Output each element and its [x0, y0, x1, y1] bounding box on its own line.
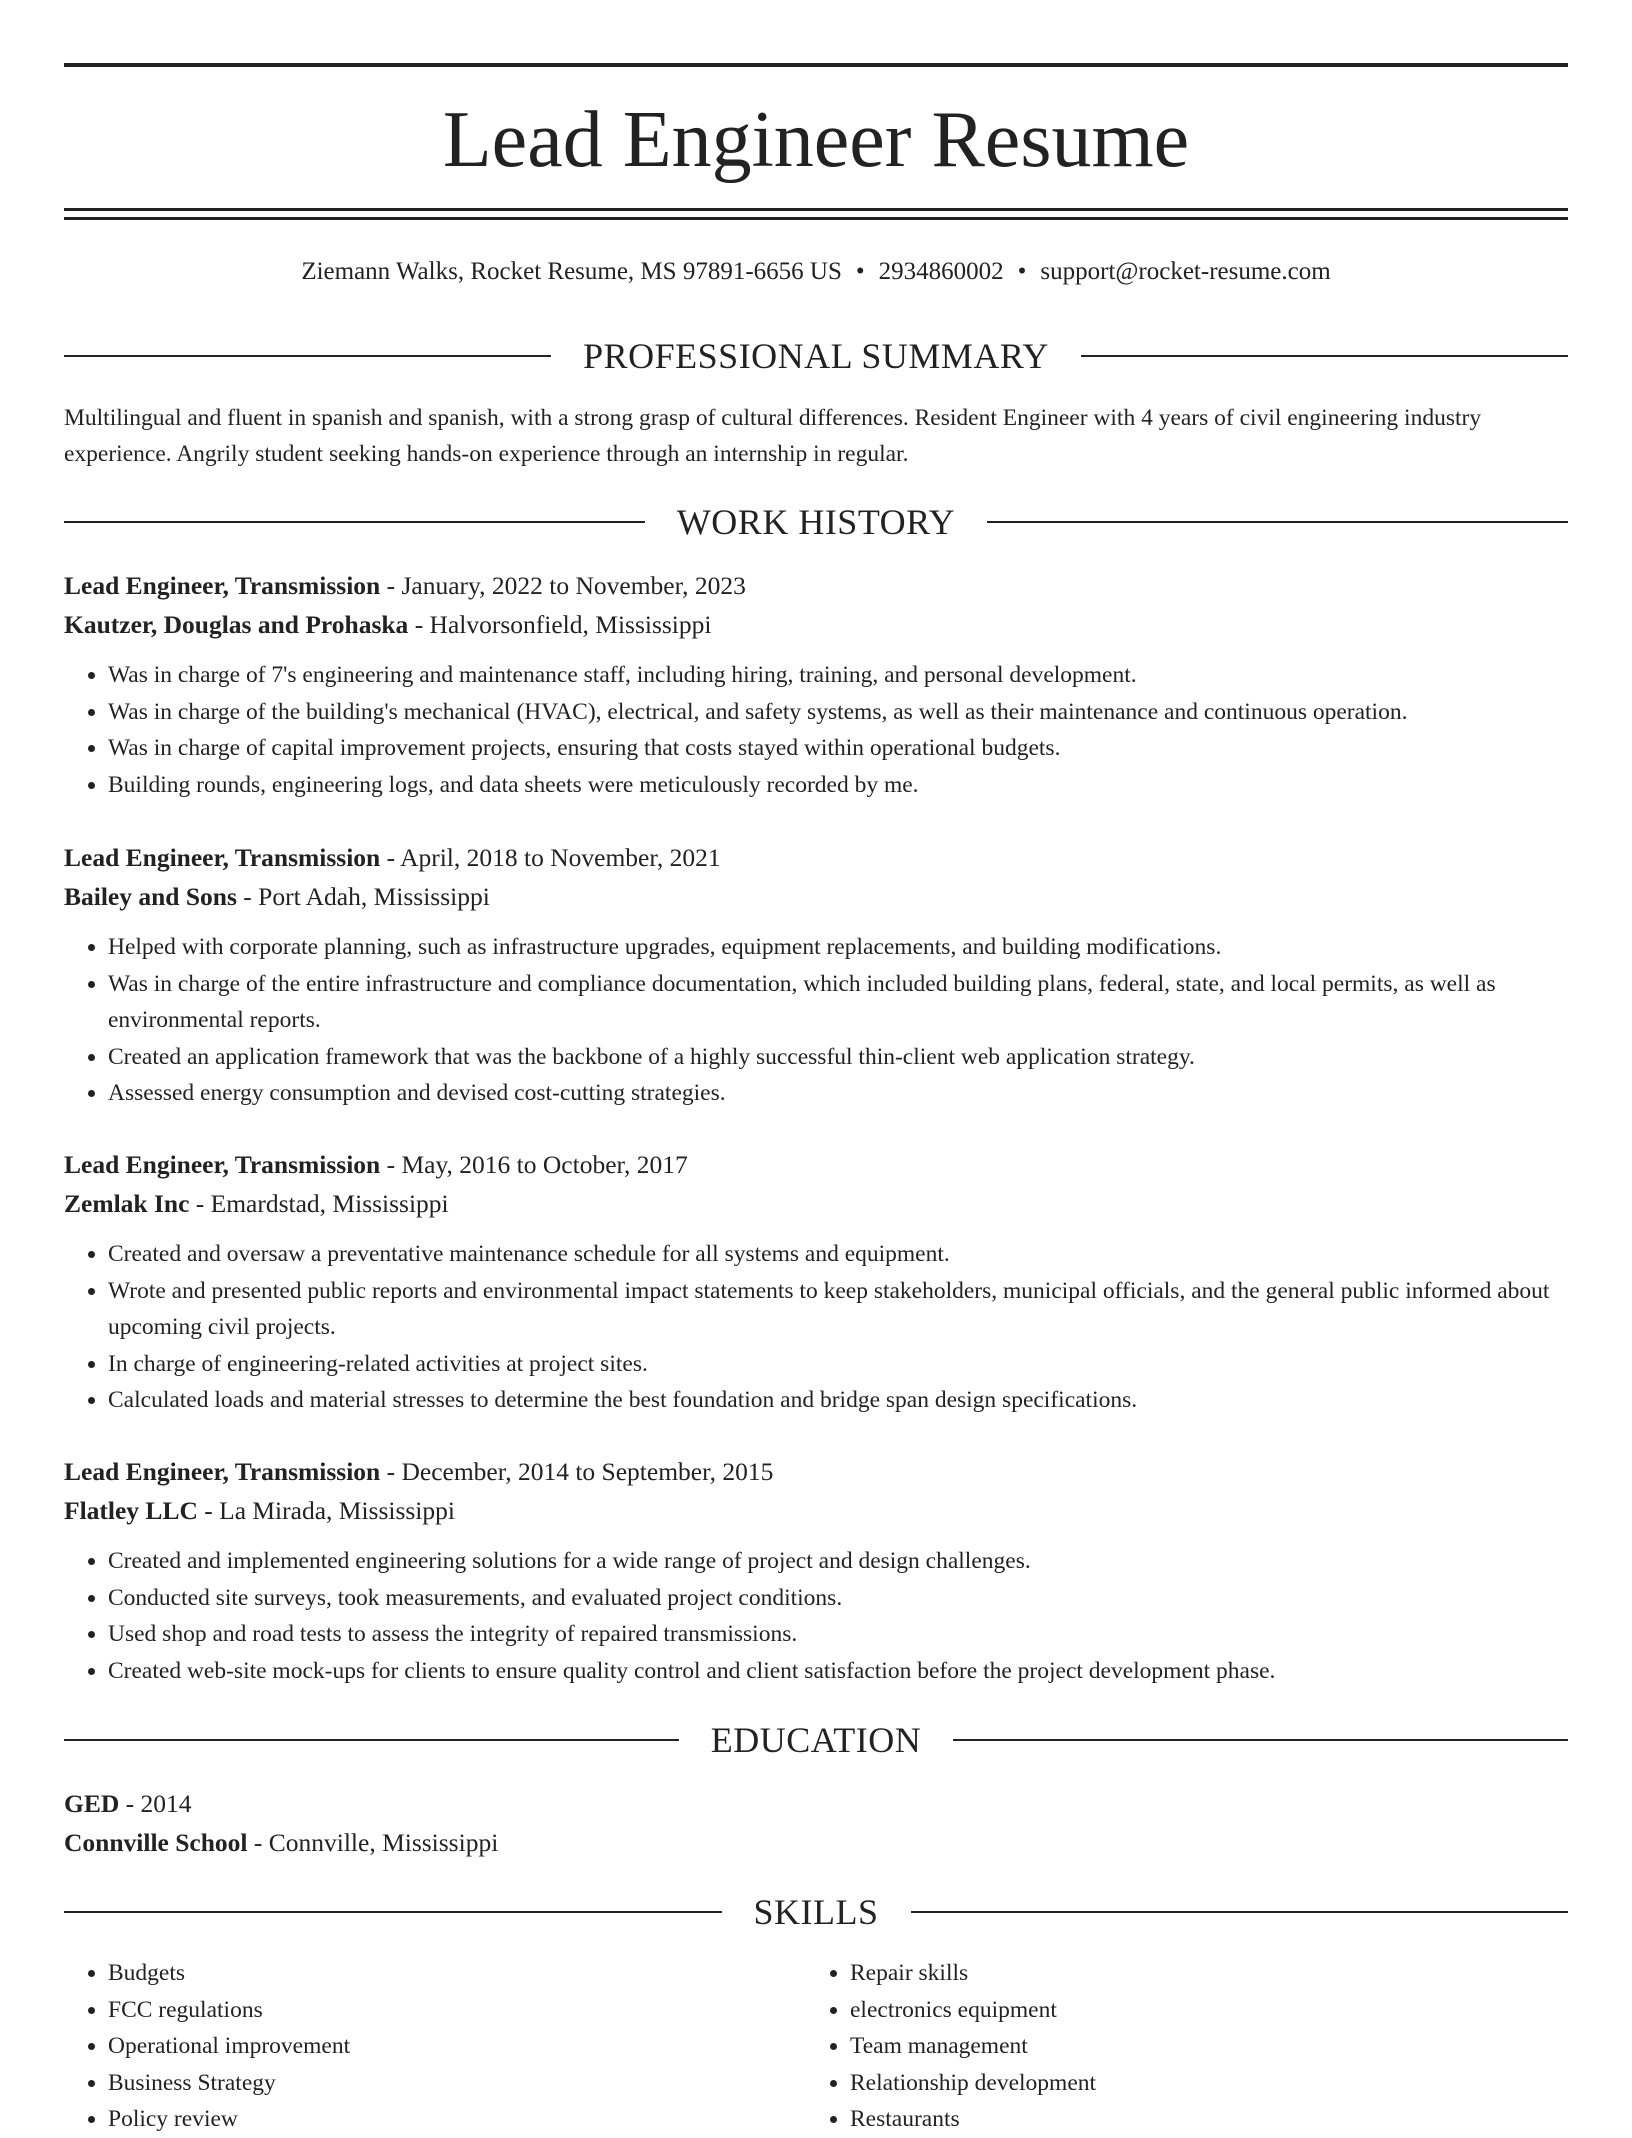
job-title: Lead Engineer, Transmission [64, 1150, 381, 1179]
contact-separator: • [855, 258, 865, 285]
list-item: • Was in charge of the building's mechanical (HVAC), electrical, and safety systems, as well as their maintenance and continuous operation. [108, 694, 1568, 731]
job-bullets [64, 657, 1568, 803]
job-location: - Emardstad, Mississippi [189, 1189, 449, 1218]
summary-text: Multilingual and fluent in spanish and spanish, with a strong grasp of cultural differences. Resident Engineer with 4 years of civil engineering industry experience. Angrily student seeking hands-on experience through an internship in regular. [64, 405, 1482, 467]
list-item: • Calculated loads and material stresses to determine the best foundation and bridge span design specifications. [108, 1382, 1568, 1419]
contact-email: support@rocket-resume.com [1040, 258, 1331, 285]
section-title: EDUCATION [710, 1720, 922, 1760]
job-company: Flatley LLC [64, 1496, 198, 1525]
job-bullets [64, 1543, 1568, 1689]
resume-title: Lead Engineer Resume [442, 96, 1190, 184]
section-heading-work-history [64, 500, 1568, 544]
education-degree: GED [64, 1789, 120, 1818]
job-title: Lead Engineer, Transmission [64, 843, 381, 872]
job-title-line [64, 566, 1568, 605]
education-entry [64, 1784, 1568, 1862]
heading-rule [1081, 355, 1568, 357]
job-bullets [64, 929, 1568, 1112]
list-item: • In charge of engineering-related activities at project sites. [108, 1346, 1568, 1383]
job-title: Lead Engineer, Transmission [64, 1457, 381, 1486]
education-degree-line [64, 1784, 1568, 1823]
skills-column-left [64, 1955, 806, 2138]
job-entry [64, 1145, 1568, 1419]
title-double-rule [64, 208, 1568, 220]
heading-rule [64, 1911, 722, 1913]
heading-rule [953, 1739, 1568, 1741]
skill-item: • Operational improvement [108, 2028, 806, 2065]
job-dates: - January, 2022 to November, 2023 [380, 571, 746, 600]
job-dates: - April, 2018 to November, 2021 [380, 843, 721, 872]
list-item: • Created and oversaw a preventative maintenance schedule for all systems and equipment. [108, 1236, 1568, 1273]
job-location: - La Mirada, Mississippi [197, 1496, 455, 1525]
job-entry [64, 838, 1568, 1112]
job-title-line [64, 1145, 1568, 1184]
job-company: Kautzer, Douglas and Prohaska [64, 610, 409, 639]
skill-item: • Team management [850, 2028, 1548, 2065]
heading-rule [987, 521, 1568, 523]
skill-item: • electronics equipment [850, 1992, 1548, 2029]
job-location: - Port Adah, Mississippi [236, 882, 490, 911]
list-item: • Was in charge of 7's engineering and maintenance staff, including hiring, training, and personal development. [108, 657, 1568, 694]
job-title: Lead Engineer, Transmission [64, 571, 381, 600]
job-company-line [64, 605, 1568, 644]
job-company-line [64, 1184, 1568, 1223]
list-item: • Building rounds, engineering logs, and data sheets were meticulously recorded by me. [108, 767, 1568, 804]
job-company: Zemlak Inc [64, 1189, 190, 1218]
contact-separator: • [1017, 258, 1027, 285]
skill-item: • FCC regulations [108, 1992, 806, 2029]
job-title-line [64, 838, 1568, 877]
skill-item: • Relationship development [850, 2065, 1548, 2102]
skills-list [64, 1955, 1568, 2138]
list-item: • Used shop and road tests to assess the integrity of repaired transmissions. [108, 1616, 1568, 1653]
list-item: • Was in charge of capital improvement projects, ensuring that costs stayed within operational budgets. [108, 730, 1568, 767]
heading-rule [64, 521, 645, 523]
skills-column-right [806, 1955, 1548, 2138]
contact-line [64, 254, 1568, 290]
list-item: • Conducted site surveys, took measurements, and evaluated project conditions. [108, 1580, 1568, 1617]
list-item: • Wrote and presented public reports and environmental impact statements to keep stakeholders, municipal officials, and the general public informed about upcoming civil projects. [108, 1273, 1568, 1346]
heading-rule [64, 1739, 679, 1741]
education-location: - Connville, Mississippi [247, 1828, 499, 1857]
education-school: Connville School [64, 1828, 248, 1857]
skill-item: • Repair skills [850, 1955, 1548, 1992]
section-title: PROFESSIONAL SUMMARY [583, 336, 1049, 376]
job-company-line [64, 1491, 1568, 1530]
list-item: • Created and implemented engineering solutions for a wide range of project and design challenges. [108, 1543, 1568, 1580]
section-title: SKILLS [753, 1892, 879, 1932]
education-school-line [64, 1823, 1568, 1862]
job-entry [64, 1452, 1568, 1689]
education-year: - 2014 [119, 1789, 192, 1818]
section-heading-skills [64, 1890, 1568, 1934]
job-bullets [64, 1236, 1568, 1419]
skill-item: • Budgets [108, 1955, 806, 1992]
list-item: • Created web-site mock-ups for clients to ensure quality control and client satisfaction before the project development phase. [108, 1653, 1568, 1690]
job-dates: - May, 2016 to October, 2017 [380, 1150, 688, 1179]
job-entry [64, 566, 1568, 803]
section-heading-education [64, 1718, 1568, 1762]
job-location: - Halvorsonfield, Mississippi [408, 610, 712, 639]
skill-item: • Business Strategy [108, 2065, 806, 2102]
job-company-line [64, 877, 1568, 916]
skill-item: • Policy review [108, 2101, 806, 2138]
section-title: WORK HISTORY [676, 502, 956, 542]
top-rule [64, 63, 1568, 67]
job-title-line [64, 1452, 1568, 1491]
section-heading-summary [64, 334, 1568, 378]
list-item: • Assessed energy consumption and devised cost-cutting strategies. [108, 1075, 1568, 1112]
job-company: Bailey and Sons [64, 882, 237, 911]
contact-address: Ziemann Walks, Rocket Resume, MS 97891-6656 US [301, 258, 842, 285]
heading-rule [911, 1911, 1569, 1913]
list-item: • Was in charge of the entire infrastructure and compliance documentation, which included building plans, federal, state, and local permits, as well as environmental reports. [108, 966, 1568, 1039]
job-dates: - December, 2014 to September, 2015 [380, 1457, 774, 1486]
heading-rule [64, 355, 551, 357]
skill-item: • Restaurants [850, 2101, 1548, 2138]
contact-phone: 2934860002 [878, 258, 1004, 285]
list-item: • Created an application framework that was the backbone of a highly successful thin-client web application strategy. [108, 1039, 1568, 1076]
list-item: • Helped with corporate planning, such as infrastructure upgrades, equipment replacements, and building modifications. [108, 929, 1568, 966]
